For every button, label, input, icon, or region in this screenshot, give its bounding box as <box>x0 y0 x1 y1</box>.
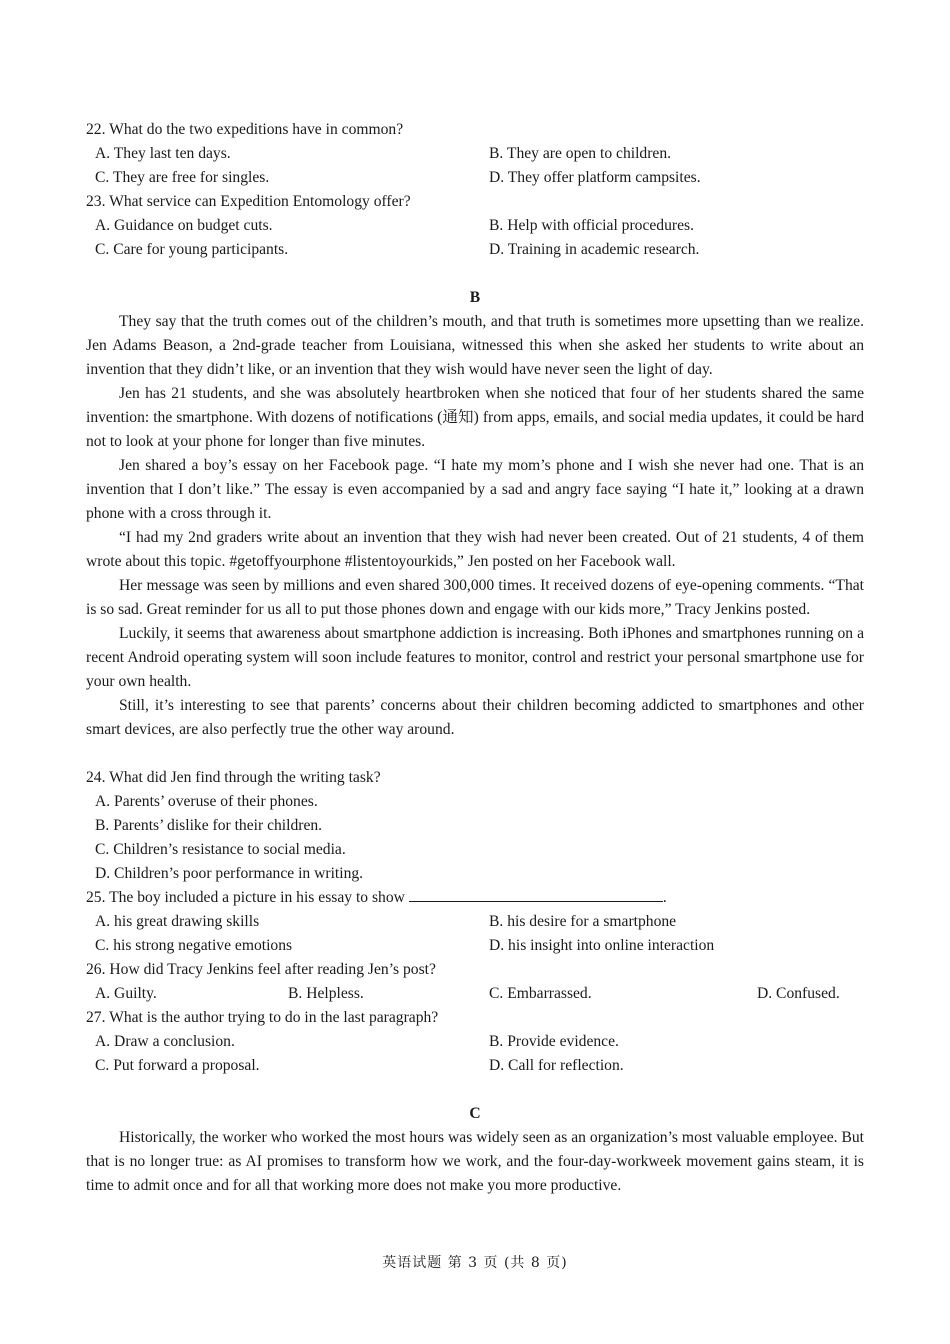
option-22c: C. They are free for singles. <box>95 169 270 186</box>
section-b-paragraph-2: Jen has 21 students, and she was absolutely heartbroken when she noticed that four of her students shared the same invention: the smartphone. With dozens of notifications (通知) from apps, emails, and social media updates, it could be hard not to look at your phone for longer than five minutes. <box>86 385 864 450</box>
section-b-paragraph-5: Her message was seen by millions and even shared 300,000 times. It received dozens of eye-opening comments. “That is so sad. Great reminder for us all to put those phones down and engage with our kids more,” Tracy Jenkins posted. <box>86 577 864 618</box>
section-b-paragraph-7: Still, it’s interesting to see that parents’ concerns about their children becoming addicted to smartphones and other smart devices, are also perfectly true the other way around. <box>86 697 864 738</box>
section-c-paragraph-1: Historically, the worker who worked the most hours was widely seen as an organization’s most valuable employee. But that is no longer true: as AI promises to transform how we work, and the four-day-workweek movement gains steam, it is time to admit once and for all that working more does not make you more productive. <box>86 1129 864 1194</box>
option-24c: C. Children’s resistance to social media. <box>95 841 346 858</box>
option-27b: B. Provide evidence. <box>489 1033 619 1050</box>
option-25d: D. his insight into online interaction <box>489 937 715 954</box>
option-25b: B. his desire for a smartphone <box>489 913 677 930</box>
options-row <box>86 166 864 190</box>
page-footer: 英语试题 第 3 页 (共 8 页) <box>382 1255 568 1271</box>
question-24: 24. What did Jen find through the writing task? <box>86 769 381 786</box>
option-22d: D. They offer platform campsites. <box>489 169 701 186</box>
question-25-end: . <box>662 889 667 906</box>
options-row <box>86 910 864 934</box>
option-26c: C. Embarrassed. <box>489 985 592 1002</box>
option-23b: B. Help with official procedures. <box>489 217 694 234</box>
option-26a: A. Guilty. <box>95 985 157 1002</box>
options-row <box>86 982 864 1006</box>
question-25 <box>86 886 864 910</box>
section-b-paragraph-1: They say that the truth comes out of the children’s mouth, and that truth is sometimes more upsetting than we realize. Jen Adams Beason, a 2nd-grade teacher from Louisiana, witnessed this when she asked her students to write about an invention that they didn’t like, or an invention that they wish would have never seen the light of day. <box>86 313 864 378</box>
answer-blank <box>409 886 663 902</box>
option-25c: C. his strong negative emotions <box>95 937 293 954</box>
option-26b: B. Helpless. <box>288 985 364 1002</box>
question-22: 22. What do the two expeditions have in common? <box>86 121 404 138</box>
exam-page <box>86 118 864 1198</box>
section-b-paragraph-3: Jen shared a boy’s essay on her Facebook page. “I hate my mom’s phone and I wish she never had one. That is an invention that I don’t like.” The essay is even accompanied by a sad and angry face saying “I hate it,” looking at a drawn phone with a cross through it. <box>86 457 864 522</box>
section-b-title: B <box>469 289 481 306</box>
option-27c: C. Put forward a proposal. <box>95 1057 260 1074</box>
option-24d: D. Children’s poor performance in writing. <box>95 865 364 882</box>
section-b-paragraph-4: “I had my 2nd graders write about an invention that they wish had never been created. Out of 21 students, 4 of them wrote about this topic. #getoffyourphone #listentoyourkids,” Jen posted on her Facebook wall. <box>86 529 864 570</box>
option-22a: A. They last ten days. <box>95 145 231 162</box>
options-row <box>86 1030 864 1054</box>
question-26: 26. How did Tracy Jenkins feel after reading Jen’s post? <box>86 961 436 978</box>
question-25-text: 25. The boy included a picture in his essay to show <box>86 889 405 906</box>
question-23: 23. What service can Expedition Entomology offer? <box>86 193 411 210</box>
options-row <box>86 214 864 238</box>
section-c-title: C <box>469 1105 481 1122</box>
option-26d: D. Confused. <box>757 985 840 1002</box>
option-24b: B. Parents’ dislike for their children. <box>95 817 323 834</box>
section-b-paragraph-6: Luckily, it seems that awareness about smartphone addiction is increasing. Both iPhones and smartphones running on a recent Android operating system will soon include features to monitor, control and restrict your personal smartphone use for your own health. <box>86 625 864 690</box>
options-row <box>86 238 864 262</box>
options-row <box>86 1054 864 1078</box>
options-row <box>86 142 864 166</box>
option-27a: A. Draw a conclusion. <box>95 1033 235 1050</box>
option-27d: D. Call for reflection. <box>489 1057 624 1074</box>
question-27: 27. What is the author trying to do in the last paragraph? <box>86 1009 439 1026</box>
option-24a: A. Parents’ overuse of their phones. <box>95 793 318 810</box>
option-23d: D. Training in academic research. <box>489 241 700 258</box>
option-23c: C. Care for young participants. <box>95 241 289 258</box>
spacer <box>86 742 864 766</box>
options-row <box>86 934 864 958</box>
option-25a: A. his great drawing skills <box>95 913 260 930</box>
option-23a: A. Guidance on budget cuts. <box>95 217 273 234</box>
option-22b: B. They are open to children. <box>489 145 672 162</box>
